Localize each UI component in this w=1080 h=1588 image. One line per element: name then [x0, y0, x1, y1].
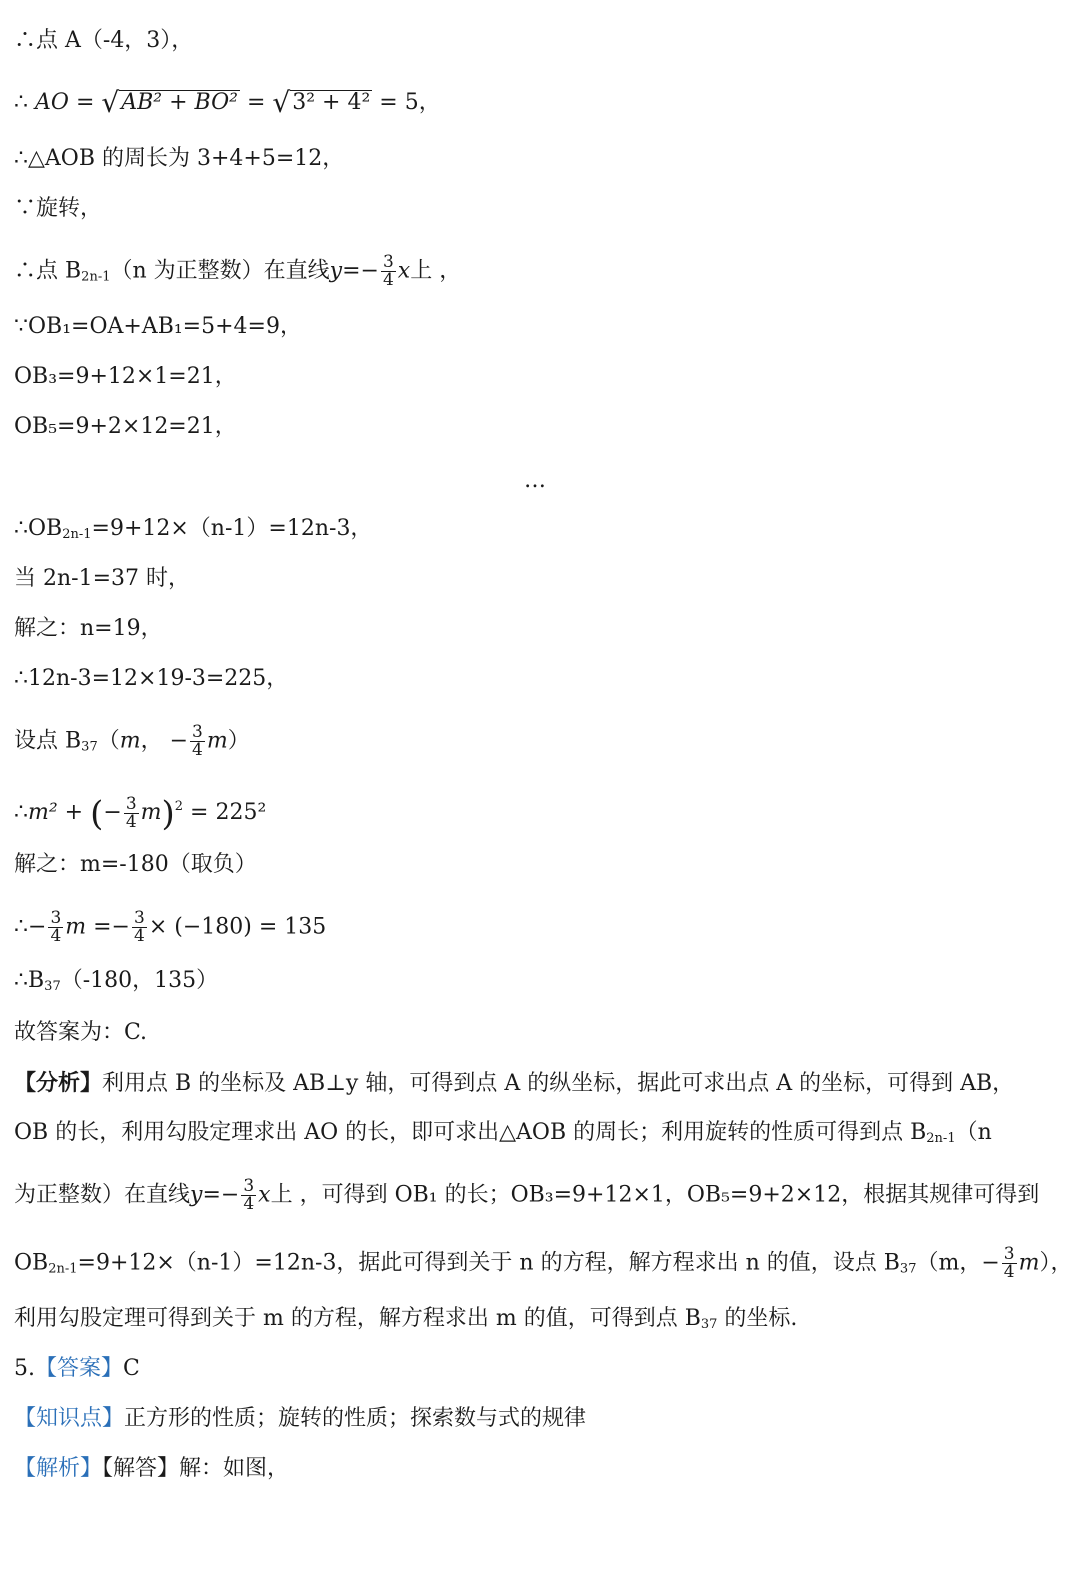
- subscript: 37: [81, 739, 98, 755]
- lparen: (: [90, 794, 104, 834]
- radicand-ab-bo: AB² + BO²: [121, 90, 238, 115]
- var-m: m: [119, 728, 141, 754]
- var-x: x: [397, 258, 411, 284]
- q5-solution-line: [14, 1454, 289, 1484]
- line-n-19: 解之：n=19，: [14, 616, 163, 641]
- var-m: m: [140, 800, 162, 825]
- rparen: ): [161, 794, 175, 834]
- line-m-180: 解之：m=-180（取负）: [14, 852, 257, 877]
- text: 的坐标.: [717, 1306, 798, 1331]
- line-when-37: 当 2n-1=37 时，: [14, 566, 191, 591]
- line-answer-c: 故答案为：C.: [14, 1020, 148, 1045]
- line-set-b37: [14, 724, 250, 763]
- var-m: m: [1018, 1250, 1040, 1276]
- line-perimeter: ∴△AOB 的周长为 3+4+5=12，: [14, 146, 345, 171]
- analysis-line-1: [14, 1068, 1014, 1099]
- line-rotation: ∵旋转，: [14, 196, 103, 221]
- q5-answer-line: [14, 1354, 140, 1384]
- question-number: 5.: [14, 1356, 35, 1381]
- radicand-3-4: 3² + 4²: [292, 90, 371, 115]
- text: （n: [955, 1120, 992, 1145]
- text: =9+12×（n-1）=12n-3，据此可得到关于 n 的方程，解方程求出 n 的值，设点 B: [77, 1250, 900, 1276]
- text: （-180，135）: [60, 968, 219, 993]
- equals: =: [246, 90, 266, 115]
- line-ob1: ∵OB₁=OA+AB₁=5+4=9，: [14, 314, 302, 339]
- text: ∴点 B: [14, 258, 82, 284]
- line-ob2n1: [14, 514, 372, 550]
- eq-neg: =−: [202, 1182, 240, 1208]
- text: m =−: [65, 914, 130, 940]
- numerator: 3: [50, 908, 62, 928]
- text: 利用点 B 的坐标及 AB⊥y 轴，可得到点 A 的纵坐标，据此可求出点 A 的坐标，可得到 AB，: [102, 1071, 1015, 1096]
- text: ∴OB: [14, 516, 63, 541]
- ao-label: AO: [35, 90, 69, 115]
- text: × (−180) = 135: [148, 914, 327, 940]
- neg: −: [981, 1250, 1000, 1276]
- line-point-a: ∴点 A（-4，3），: [14, 28, 194, 53]
- denominator: 4: [382, 270, 394, 290]
- line-calc-135: [14, 910, 326, 945]
- answer-value: C: [123, 1356, 140, 1381]
- denominator: 4: [134, 926, 145, 946]
- subscript: 2n-1: [62, 527, 92, 542]
- sqrt-3-4: √3² + 4²: [272, 86, 371, 119]
- line-ao-formula: [14, 88, 441, 118]
- text: 为正整数）在直线: [14, 1182, 191, 1208]
- text: ），: [1039, 1250, 1073, 1276]
- denominator: 4: [125, 811, 137, 832]
- solve-tag: 【解答】: [102, 1456, 180, 1481]
- line-ob3: OB₃=9+12×1=21，: [14, 364, 237, 389]
- fraction-3-4: [381, 254, 396, 289]
- analysis-line-4: [14, 1246, 1073, 1285]
- text: =9+12×（n-1）=12n-3，: [91, 516, 373, 541]
- text: OB: [14, 1250, 49, 1276]
- answer-tag: 【答案】: [35, 1356, 124, 1381]
- denominator: 4: [50, 926, 62, 946]
- text: = 225²: [183, 800, 267, 825]
- text: （: [97, 728, 120, 754]
- subscript: 2n-1: [81, 269, 111, 285]
- sqrt-ab-bo: √AB² + BO²: [101, 86, 238, 119]
- equals: =: [75, 90, 95, 115]
- subscript: 37: [700, 1317, 718, 1332]
- numerator: 3: [125, 793, 137, 814]
- var-x: x: [258, 1182, 271, 1208]
- fraction-3-4: [124, 793, 139, 832]
- ellipsis: …: [524, 468, 546, 493]
- therefore-symbol: ∴: [14, 90, 28, 115]
- text: ∴B: [14, 968, 45, 993]
- text: OB 的长，利用勾股定理求出 AO 的长，即可求出△AOB 的周长；利用旋转的性质可得到点 B: [14, 1120, 927, 1145]
- line-b2n1-on-line: [14, 254, 461, 293]
- analysis-tag: 【分析】: [14, 1070, 103, 1096]
- subscript: 2n-1: [48, 1261, 78, 1277]
- m-squared: m² +: [28, 800, 91, 825]
- subscript: 37: [899, 1261, 917, 1277]
- text: 上 ，: [410, 258, 462, 284]
- line-ob5: OB₅=9+2×12=21，: [14, 414, 237, 439]
- analysis-line-3: [14, 1178, 1039, 1213]
- denominator: 4: [243, 1194, 255, 1214]
- fraction-3-4: [190, 724, 205, 759]
- denominator: 4: [192, 740, 203, 760]
- knowledge-text: 正方形的性质；旋转的性质；探索数与式的规律: [124, 1406, 587, 1431]
- numerator: 3: [243, 1176, 255, 1196]
- neg: −: [28, 914, 47, 940]
- subscript: 37: [44, 979, 61, 994]
- result-5: = 5，: [379, 90, 441, 115]
- text: 设点 B: [14, 728, 82, 754]
- fraction-3-4: [132, 910, 147, 945]
- superscript: 2: [174, 799, 184, 814]
- numerator: 3: [192, 722, 203, 742]
- fraction-3-4: [241, 1178, 256, 1213]
- line-m-equation: [14, 792, 267, 834]
- knowledge-tag: 【知识点】: [14, 1406, 125, 1431]
- fraction-3-4: [1002, 1246, 1017, 1281]
- text: 利用勾股定理可得到关于 m 的方程，解方程求出 m 的值，可得到点 B: [14, 1306, 701, 1331]
- text: ∴: [14, 800, 28, 825]
- neg: −: [103, 800, 122, 825]
- text: （m，: [916, 1250, 982, 1276]
- text: （n 为正整数）在直线: [110, 258, 330, 284]
- numerator: 3: [1003, 1244, 1015, 1264]
- subscript: 2n-1: [926, 1131, 956, 1146]
- numerator: 3: [382, 252, 394, 272]
- var-m: m: [206, 728, 228, 754]
- text: ， −: [140, 728, 189, 754]
- q5-knowledge-line: [14, 1404, 586, 1434]
- text: 上 ，可得到 OB₁ 的长；OB₃=9+12×1，OB₅=9+2×12，根据其规律可得到: [270, 1182, 1040, 1208]
- text: ）: [227, 728, 250, 754]
- eq-neg: =−: [342, 258, 379, 284]
- var-y: y: [329, 258, 343, 284]
- denominator: 4: [1003, 1262, 1015, 1282]
- text: ∴: [14, 914, 28, 940]
- solution-tag: 【解析】: [14, 1456, 103, 1481]
- numerator: 3: [134, 908, 145, 928]
- line-b37-coords: [14, 966, 218, 1002]
- line-225: ∴12n-3=12×19-3=225，: [14, 666, 289, 691]
- analysis-line-2: [14, 1118, 992, 1154]
- fraction-3-4: [48, 910, 63, 945]
- analysis-line-5: [14, 1304, 797, 1340]
- solve-text: 解：如图，: [179, 1456, 290, 1481]
- var-y: y: [190, 1182, 203, 1208]
